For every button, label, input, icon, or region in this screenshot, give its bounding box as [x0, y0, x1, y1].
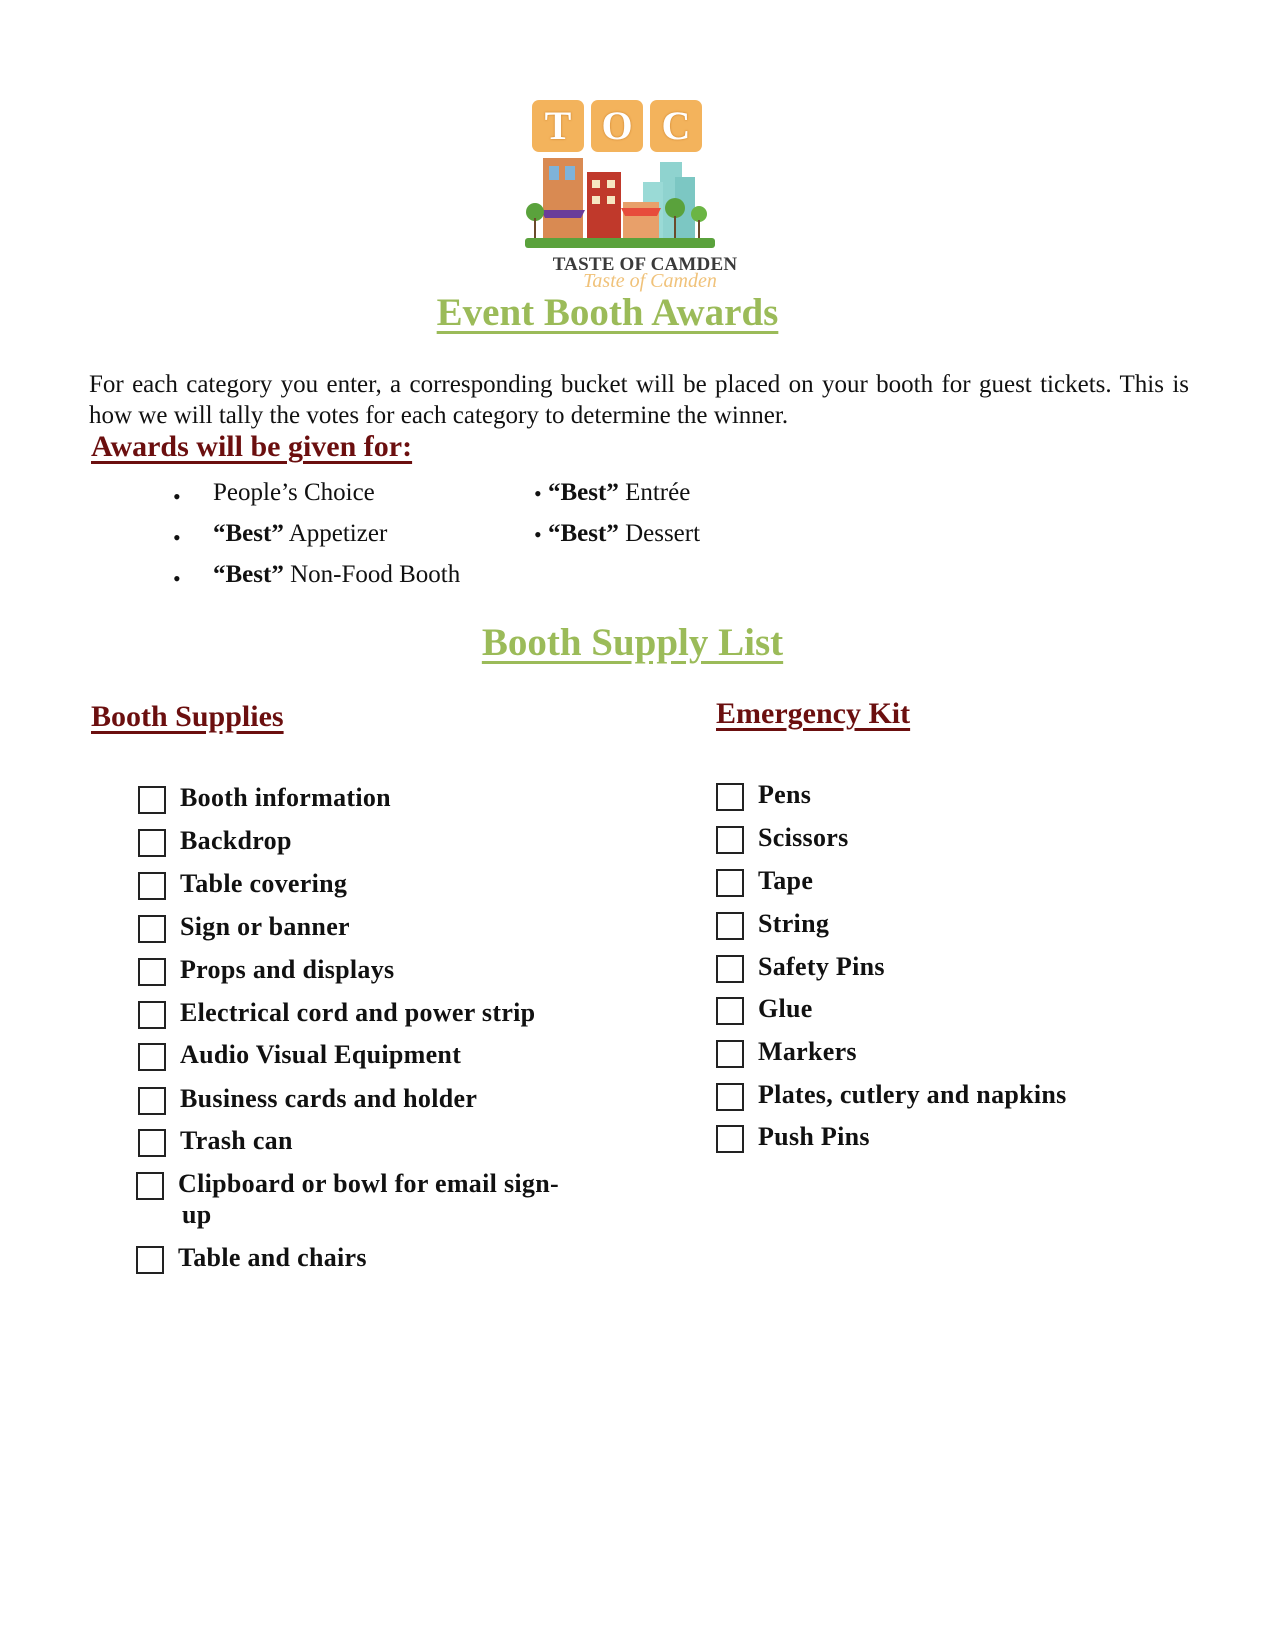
logo-letter-c: C [650, 100, 702, 152]
award-best-entree: “Best” Entrée [548, 479, 691, 506]
checkbox[interactable] [138, 958, 166, 986]
checkbox[interactable] [716, 1040, 744, 1068]
booth-supply-list-title: Booth Supply List [481, 621, 784, 664]
awards-heading: Awards will be given for: [91, 430, 413, 463]
intro-paragraph: For each category you enter, a corresponding bucket will be placed on your booth for guest tickets. This is how we will tally the votes for each category to determine the winner. [89, 371, 1189, 429]
award-best-dessert: “Best” Dessert [548, 520, 701, 547]
logo-name: TASTE OF CAMDEN [552, 254, 738, 275]
logo-script-text: Taste of Camden [583, 270, 717, 292]
bullet: • [534, 481, 542, 506]
checkbox[interactable] [716, 826, 744, 854]
checkbox[interactable] [138, 1087, 166, 1115]
bullet: • [173, 525, 181, 550]
bullet: • [534, 522, 542, 547]
city-illustration [525, 152, 715, 252]
checkbox[interactable] [716, 1125, 744, 1153]
logo-letter-o: O [591, 100, 643, 152]
bullet: • [173, 484, 181, 509]
checkbox[interactable] [138, 1129, 166, 1157]
taste-of-camden-logo [545, 100, 745, 305]
booth-supplies-heading: Booth Supplies [91, 700, 284, 733]
checkbox[interactable] [716, 912, 744, 940]
bullet: • [173, 566, 181, 591]
checkbox[interactable] [716, 783, 744, 811]
award-peoples-choice: People’s Choice [213, 479, 375, 506]
checkbox[interactable] [138, 872, 166, 900]
award-best-appetizer: “Best” Appetizer [213, 520, 388, 547]
checkbox[interactable] [138, 915, 166, 943]
checkbox[interactable] [136, 1172, 164, 1200]
event-booth-awards-title: Event Booth Awards [436, 291, 779, 334]
checkbox[interactable] [716, 997, 744, 1025]
checkbox[interactable] [138, 1043, 166, 1071]
logo-letter-t: T [532, 100, 584, 152]
checkbox[interactable] [716, 955, 744, 983]
checkbox[interactable] [138, 829, 166, 857]
emergency-kit-heading: Emergency Kit [716, 697, 911, 730]
checkbox[interactable] [138, 786, 166, 814]
checkbox[interactable] [716, 869, 744, 897]
award-best-non-food-booth: “Best” Non-Food Booth [213, 561, 461, 588]
checkbox[interactable] [136, 1246, 164, 1274]
checkbox[interactable] [716, 1083, 744, 1111]
checkbox[interactable] [138, 1001, 166, 1029]
